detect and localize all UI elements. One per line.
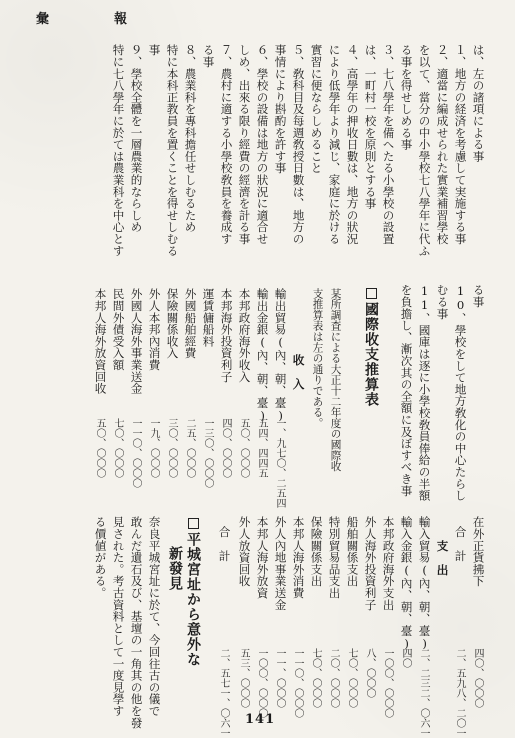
income-item-2-label: 輸出金銀(內、朝、臺) [255,288,270,423]
income-item-11-label: 本邦人海外放資回收 [93,288,108,395]
income-item-11-value: 五〇、〇〇〇 [94,418,105,478]
page-number: 141 [245,712,276,727]
news-column-3: 見された。考古資料として一度見學す [111,516,126,717]
income-item-10-value: 七〇、〇〇〇 [112,418,123,478]
expense-item-1-label: 輸入貿易(內、朝、臺) [417,516,432,651]
upper-column-16: る事 [201,44,216,68]
expense-item-11-label: 外人放資回收 [237,516,252,587]
expense-item-2-value: 四〇 [400,648,411,668]
upper-column-17: ８、農業科を專科擔任せしむるため [183,44,198,233]
income-item-1-value: 一、九七〇、二五四 [274,418,285,508]
expense-item-3-label: 本邦政府海外支出 [381,516,396,611]
income-item-7-value: 三〇、〇〇〇 [166,418,177,478]
section-title: 國際收支推算表 [364,288,378,407]
income-item-3-value: 五〇、〇〇〇 [238,418,249,478]
expense-item-5-value: 七〇、〇〇〇 [346,648,357,708]
upper-column-13: ６、學校の設備は地方の狀況に適合せ [255,44,270,245]
income-item-9-label: 外國人海外事業送金 [129,288,144,395]
expense-item-6-value: 二〇、〇〇〇 [328,648,339,708]
expense-item-8-value: 一一〇、〇〇〇 [292,648,303,718]
upper-column-21: 特に七八學年に於ては農業科を中心とす [111,44,126,257]
upper-column-19: 事 [147,44,162,56]
income-item-6-value: 二五、〇〇〇 [184,418,195,478]
expense-item-10-label: 本邦人海外放資 [255,516,270,599]
income-heading: 收 入 [291,354,306,390]
income-item-4-value: 四〇、〇〇〇 [220,418,231,478]
upper-column-10: 實習に便ならしめること [309,44,324,174]
income-item-9-value: 一一〇、〇〇〇 [130,418,141,488]
middle-upper-column-5: を負擔し、漸次其の全額に及ぼすべき事 [399,284,414,497]
right-top-value: 四〇、〇〇〇 [472,648,483,708]
income-item-5-label: 運賃傭船料 [201,288,216,347]
upper-column-11: ５、敎科目及每週敎授日數は、地方の [291,44,306,245]
expense-item-4-label: 外人海外投資利子 [363,516,378,611]
upper-column-4: を以て、當分の中小學校七八學年に代ふ [417,44,432,257]
expense-item-5-label: 船舶關係支出 [345,516,360,587]
expense-item-3-value: 一〇〇、〇〇〇 [382,648,393,718]
expense-item-1-value: 二、二三二、〇六一 [418,648,429,738]
upper-column-3: ２、適當に編成せられた實業補習學校 [435,44,450,245]
section-marker-icon [366,288,377,299]
upper-column-6: ３、七八學年を備へたる小學校の設置 [381,44,396,245]
income-item-5-value: 一三〇、〇〇〇 [202,418,213,488]
right-total-label: 合 計 [453,526,468,562]
income-item-2-value: 五四、四四五 [256,418,267,478]
upper-column-18: 特に本科正教員を置くことを得せしむる [165,44,180,257]
income-item-3-label: 本邦政府海外收入 [237,288,252,383]
intro-line-1: 某所調査による大正十二年度の國際收 [329,288,342,472]
header-left-label: 彙 [36,12,52,27]
expense-item-6-label: 特別貿易品支出 [327,516,342,599]
expense-total-value: 二、五七一、〇六一 [218,648,229,738]
income-item-7-label: 保險關係收入 [165,288,180,359]
income-item-8-label: 外人本邦內消費 [147,288,162,371]
intro-line-2: 支推算表は左の通りである。 [311,288,324,429]
expense-heading: 支 出 [435,540,450,576]
income-item-10-label: 民間外債受入額 [111,288,126,371]
expense-item-11-value: 五三、〇〇〇 [238,648,249,708]
news-marker-icon [188,518,199,529]
expense-item-9-value: 一一、〇〇〇 [274,648,285,708]
upper-column-2: １、地方の経済を考慮して実施する事 [453,44,468,245]
right-top-label: 在外正貨拂下 [471,516,486,587]
expense-item-4-value: 八、〇〇〇 [364,648,375,698]
expense-item-9-label: 外人內地事業送金 [273,516,288,611]
expense-item-7-label: 保險關係支出 [309,516,324,587]
news-column-2: 敢んだ遺石及び、基壇の一角其の他を發 [129,516,144,729]
middle-upper-column-2: 10、學校をして地方敎化の中心たらし [453,284,468,502]
news-column-1: 奈良平城宮址に於て、今回往古の儀で [147,516,162,717]
income-item-4-label: 本邦海外投資利子 [219,288,234,383]
news-column-4: る價値がある。 [93,516,108,599]
upper-column-12: 事情により斟酌を許す事 [273,44,288,174]
expense-item-10-value: 一〇〇、〇〇〇 [256,648,267,718]
news-title: 平城宮址から意外な [186,518,200,667]
income-item-8-value: 一九、〇〇〇 [148,418,159,478]
expense-item-8-label: 本邦人海外消費 [291,516,306,599]
income-item-1-label: 輸出貿易(內、朝、臺) [273,288,288,423]
upper-column-9: により低學年より減じ、家庭に於ける [327,44,342,245]
upper-column-8: ４、高學年の押收日數は、地方の狀況 [345,44,360,245]
expense-item-2-label: 輸入金銀(內、朝、臺) [399,516,414,651]
middle-upper-column-3: むる事 [435,284,450,320]
middle-upper-column-4: 11、國庫は逐に小學校敎員俸給の半額 [417,284,432,502]
right-total-value: 二、五九八、二〇一 [454,648,465,738]
upper-column-14: しめ、出來る限り經費の經濟を計る事 [237,44,252,245]
expense-item-7-value: 七〇、〇〇〇 [310,648,321,708]
income-item-6-label: 外國船舶經費 [183,288,198,359]
middle-upper-column-1: る事 [471,284,486,308]
expense-total-label: 合 計 [217,526,232,562]
upper-column-20: ９、學校全體を一層農業的ならしめ [129,44,144,233]
news-subtitle: 新發見 [167,546,183,591]
header-right-label: 報 [114,12,130,27]
upper-column-5: る事を得せしめる事 [399,44,414,151]
upper-column-1: は、左の諸項による事 [471,44,486,162]
upper-column-15: ７、農村に適する小學校敎員を養成す [219,44,234,245]
upper-column-7: は、一町村一校を原則とする事 [363,44,378,210]
